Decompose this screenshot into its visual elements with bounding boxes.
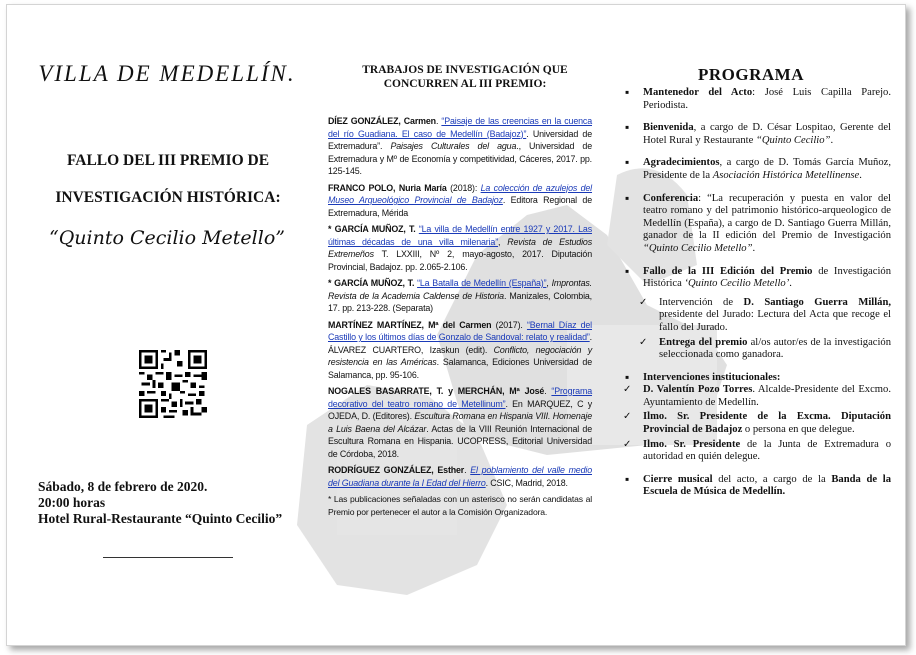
list-item: [619, 411, 891, 436]
list-item: [619, 193, 891, 256]
ref-text: .: [464, 465, 471, 475]
ref-link[interactable]: “La Batalla de Medellín (España)”: [417, 278, 547, 288]
ref-text: .: [435, 116, 442, 126]
ref-text: ,: [498, 236, 508, 247]
item-label: Agradecimientos: [643, 157, 720, 169]
list-item: [328, 277, 592, 315]
item-text: Intervención de: [659, 296, 744, 308]
ref-text: . Salamanca, Ediciones Universidad de Salamanca, pp. 95-106.: [328, 357, 592, 380]
ref-text: (2017).: [491, 319, 527, 330]
check-icon: ✓: [623, 384, 632, 396]
item-text: : José Luis Capilla Parejo. Periodista.: [643, 87, 891, 111]
item-text: , a cargo de D. César Lospitao, Gerente del Hotel Rural y Restaurante: [643, 122, 891, 146]
ref-text: .: [544, 386, 552, 396]
item-text: . Alcalde-Presidente del Excmo. Ayuntamiento de Medellín.: [643, 384, 891, 408]
event-time: 20:00 horas: [38, 495, 106, 510]
ref-author: * GARCÍA MUÑOZ, T.: [328, 278, 415, 288]
ref-author: FRANCO POLO, Nuria María: [328, 182, 447, 193]
check-icon: ✓: [623, 411, 632, 423]
list-item: [635, 337, 891, 362]
list-item: [328, 385, 592, 460]
references-title-line2: CONCURREN AL III PREMIO:: [383, 78, 547, 90]
ref-text: ,: [546, 278, 552, 288]
item-text: o persona en que delegue.: [742, 424, 855, 436]
references-title: [339, 63, 591, 91]
item-italic: Asociación Histórica Metellinense: [712, 169, 860, 181]
list-item: [619, 384, 891, 409]
ref-text: . Actas de la VIII Reunión Internacional de Escultura Romana en Hispania. UCOPRESS, Editorial Universidad de Córdoba, 2018.: [328, 423, 592, 459]
item-text: : “La recuperación y puesta en valor del teatro romano y del patrimonio histórico-arqueologico de Medellín (España), a cargo de D. Santiago Guerra Millán, ganador de la II edición del Premio de Investigación: [643, 192, 891, 242]
list-item: [619, 87, 891, 112]
ref-author: MARTÍNEZ MARTÍNEZ, Mª del Carmen: [328, 319, 492, 330]
item-label: Bienvenida: [643, 122, 694, 134]
list-item: [619, 157, 891, 182]
programa-list: [619, 87, 891, 509]
programa-title: PROGRAMA: [698, 65, 804, 84]
item-label: Intervenciones institucionales:: [643, 371, 781, 383]
villa-title: VILLA DE MEDELLÍN.: [38, 61, 296, 86]
ref-publication: Improntas. Revista de la Academia Caldense de Historia: [328, 278, 592, 301]
event-date: Sábado, 8 de febrero de 2020.: [38, 479, 208, 494]
ref-publication: Revista de Estudios Extremeños: [328, 236, 592, 259]
ref-author: RODRÍGUEZ GONZÁLEZ, Esther: [328, 465, 465, 475]
ref-text: . En MARQUEZ, C y OJEDA, D. (Editores).: [328, 398, 592, 421]
item-label: Conferencia: [643, 192, 699, 204]
list-item: [619, 266, 891, 291]
item-text: .: [859, 169, 862, 181]
fallo-title-line2: INVESTIGACIÓN HISTÓRICA:: [55, 189, 281, 206]
ref-author: NOGALES BASARRATE, T. y MERCHÁN, Mª José: [328, 386, 545, 396]
list-item: [619, 474, 891, 499]
ref-link[interactable]: La colección de azulejos del Museo Arqueológico Provincial de Badajoz: [328, 182, 593, 205]
item-label: Banda de la Escuela de Música de Medellín.: [643, 473, 891, 498]
ref-text: . ÁLVAREZ CUARTERO, Izaskun (edit).: [328, 332, 592, 355]
list-item: [328, 319, 592, 382]
ref-author: * GARCÍA MUÑOZ, T.: [328, 224, 416, 234]
fallo-title-line1: FALLO DEL III PREMIO DE: [66, 152, 270, 169]
item-label: Fallo de la III Edición del Premio: [643, 265, 813, 277]
item-text: presidente del Jurado: Lectura del Acta que recoge el fallo del Jurado.: [659, 309, 891, 333]
list-item: [619, 439, 891, 464]
item-label: D. Santiago Guerra Millán,: [743, 296, 891, 308]
list-item: [328, 115, 592, 178]
ref-text: . Manizales, Colombia, 17. pp. 213-228. (Separata): [328, 290, 592, 313]
item-text: de la Junta de Extremadura o autoridad en quién delegue.: [643, 438, 891, 463]
check-icon: ✓: [639, 296, 648, 308]
ref-author: DÍEZ GONZÁLEZ, Carmen: [328, 116, 436, 126]
item-text: .: [789, 278, 792, 290]
divider-line: [103, 557, 233, 558]
ref-publication: Paisajes Culturales del agua: [390, 141, 517, 151]
list-item: [619, 372, 891, 385]
ref-text: (2018):: [446, 182, 481, 193]
item-text: al/os autor/es de la investigación seleccionada como ganadora.: [659, 336, 892, 361]
check-icon: ✓: [639, 336, 648, 348]
premio-name: “Quinto Cecilio Metello”: [49, 227, 285, 249]
brochure-page: [6, 4, 906, 646]
item-text: del acto, a cargo de la: [712, 473, 832, 485]
ref-link[interactable]: “Programa decorativo del teatro romano de Metellinum”: [328, 386, 592, 409]
item-label: Entrega del premio: [659, 336, 748, 348]
item-italic: “Quinto Cecilio”: [755, 134, 831, 146]
ref-text: . CSIC, Madrid, 2018.: [485, 477, 568, 488]
item-italic: “Quinto Cecilio Metello”: [643, 242, 753, 254]
item-text: .: [830, 134, 834, 146]
check-icon: ✓: [623, 438, 632, 450]
ref-text: ., Universidad de Extremadura y Mº de Economía y competitividad, Cáceres, 2017. pp. 125-145.: [328, 141, 592, 176]
item-label: Cierre musical: [643, 473, 713, 485]
asterisk-note: * Las publicaciones señaladas con un asterisco no serán candidatas al Premio por pertenecer el autor a la Comisión Organizadora.: [328, 494, 592, 517]
ref-link[interactable]: “Paisaje de las creencias en la cuenca del río Guadiana. El caso de Medellín (Badajoz)”: [328, 116, 592, 139]
event-place: Hotel Rural-Restaurante “Quinto Cecilio”: [38, 511, 283, 526]
ref-link[interactable]: El poblamiento del valle medio del Guadiana durante la I Edad del Hierro: [328, 465, 592, 488]
ref-publication: Escultura Romana en Hispania VIII. Homenaje a Luis Baena del Alcázar: [328, 411, 592, 434]
qr-code-icon[interactable]: [139, 350, 207, 418]
ref-text: . Editora Regional de Extremadura, Mérida: [328, 195, 592, 218]
list-item: [328, 182, 592, 220]
ref-link[interactable]: “La villa de Medellín entre 1927 y 2017. Las últimas décadas de una villa milenaria”: [328, 224, 592, 247]
list-item: [619, 122, 891, 147]
ref-publication: Conflicto, negociación y resistencia en las Américas: [328, 344, 593, 367]
item-text: .: [752, 242, 756, 254]
list-item: [328, 464, 592, 489]
list-item: [635, 297, 891, 335]
item-italic: ‘Quinto Cecilio Metello’: [684, 278, 790, 290]
item-text: , a cargo de D. Tomás García Muñoz, Presidente de la: [643, 157, 891, 181]
ref-text: . Universidad de Extremadura”.: [328, 128, 592, 151]
item-label: Ilmo. Sr. Presidente: [643, 438, 741, 450]
item-label: Mantenedor del Acto: [643, 87, 753, 98]
item-label: Ilmo. Sr. Presidente de la Excma. Diputación Provincial de Badajoz: [643, 411, 891, 436]
references-title-line1: TRABAJOS DE INVESTIGACIÓN QUE: [362, 64, 568, 76]
references-list: [328, 115, 592, 522]
item-text: de Investigación Histórica: [643, 265, 891, 290]
ref-link[interactable]: “Bernal Díaz del Castillo y los últimos días de Gonzalo de Sandoval: relato y realidad”: [328, 319, 593, 342]
list-item: [328, 223, 592, 273]
ref-text: T. LXXIII, Nº 2, mayo-agosto, 2017. Diputación Provincial, Badajoz. pp. 2.065-2.106.: [328, 249, 592, 272]
item-label: D. Valentín Pozo Torres: [643, 384, 753, 396]
